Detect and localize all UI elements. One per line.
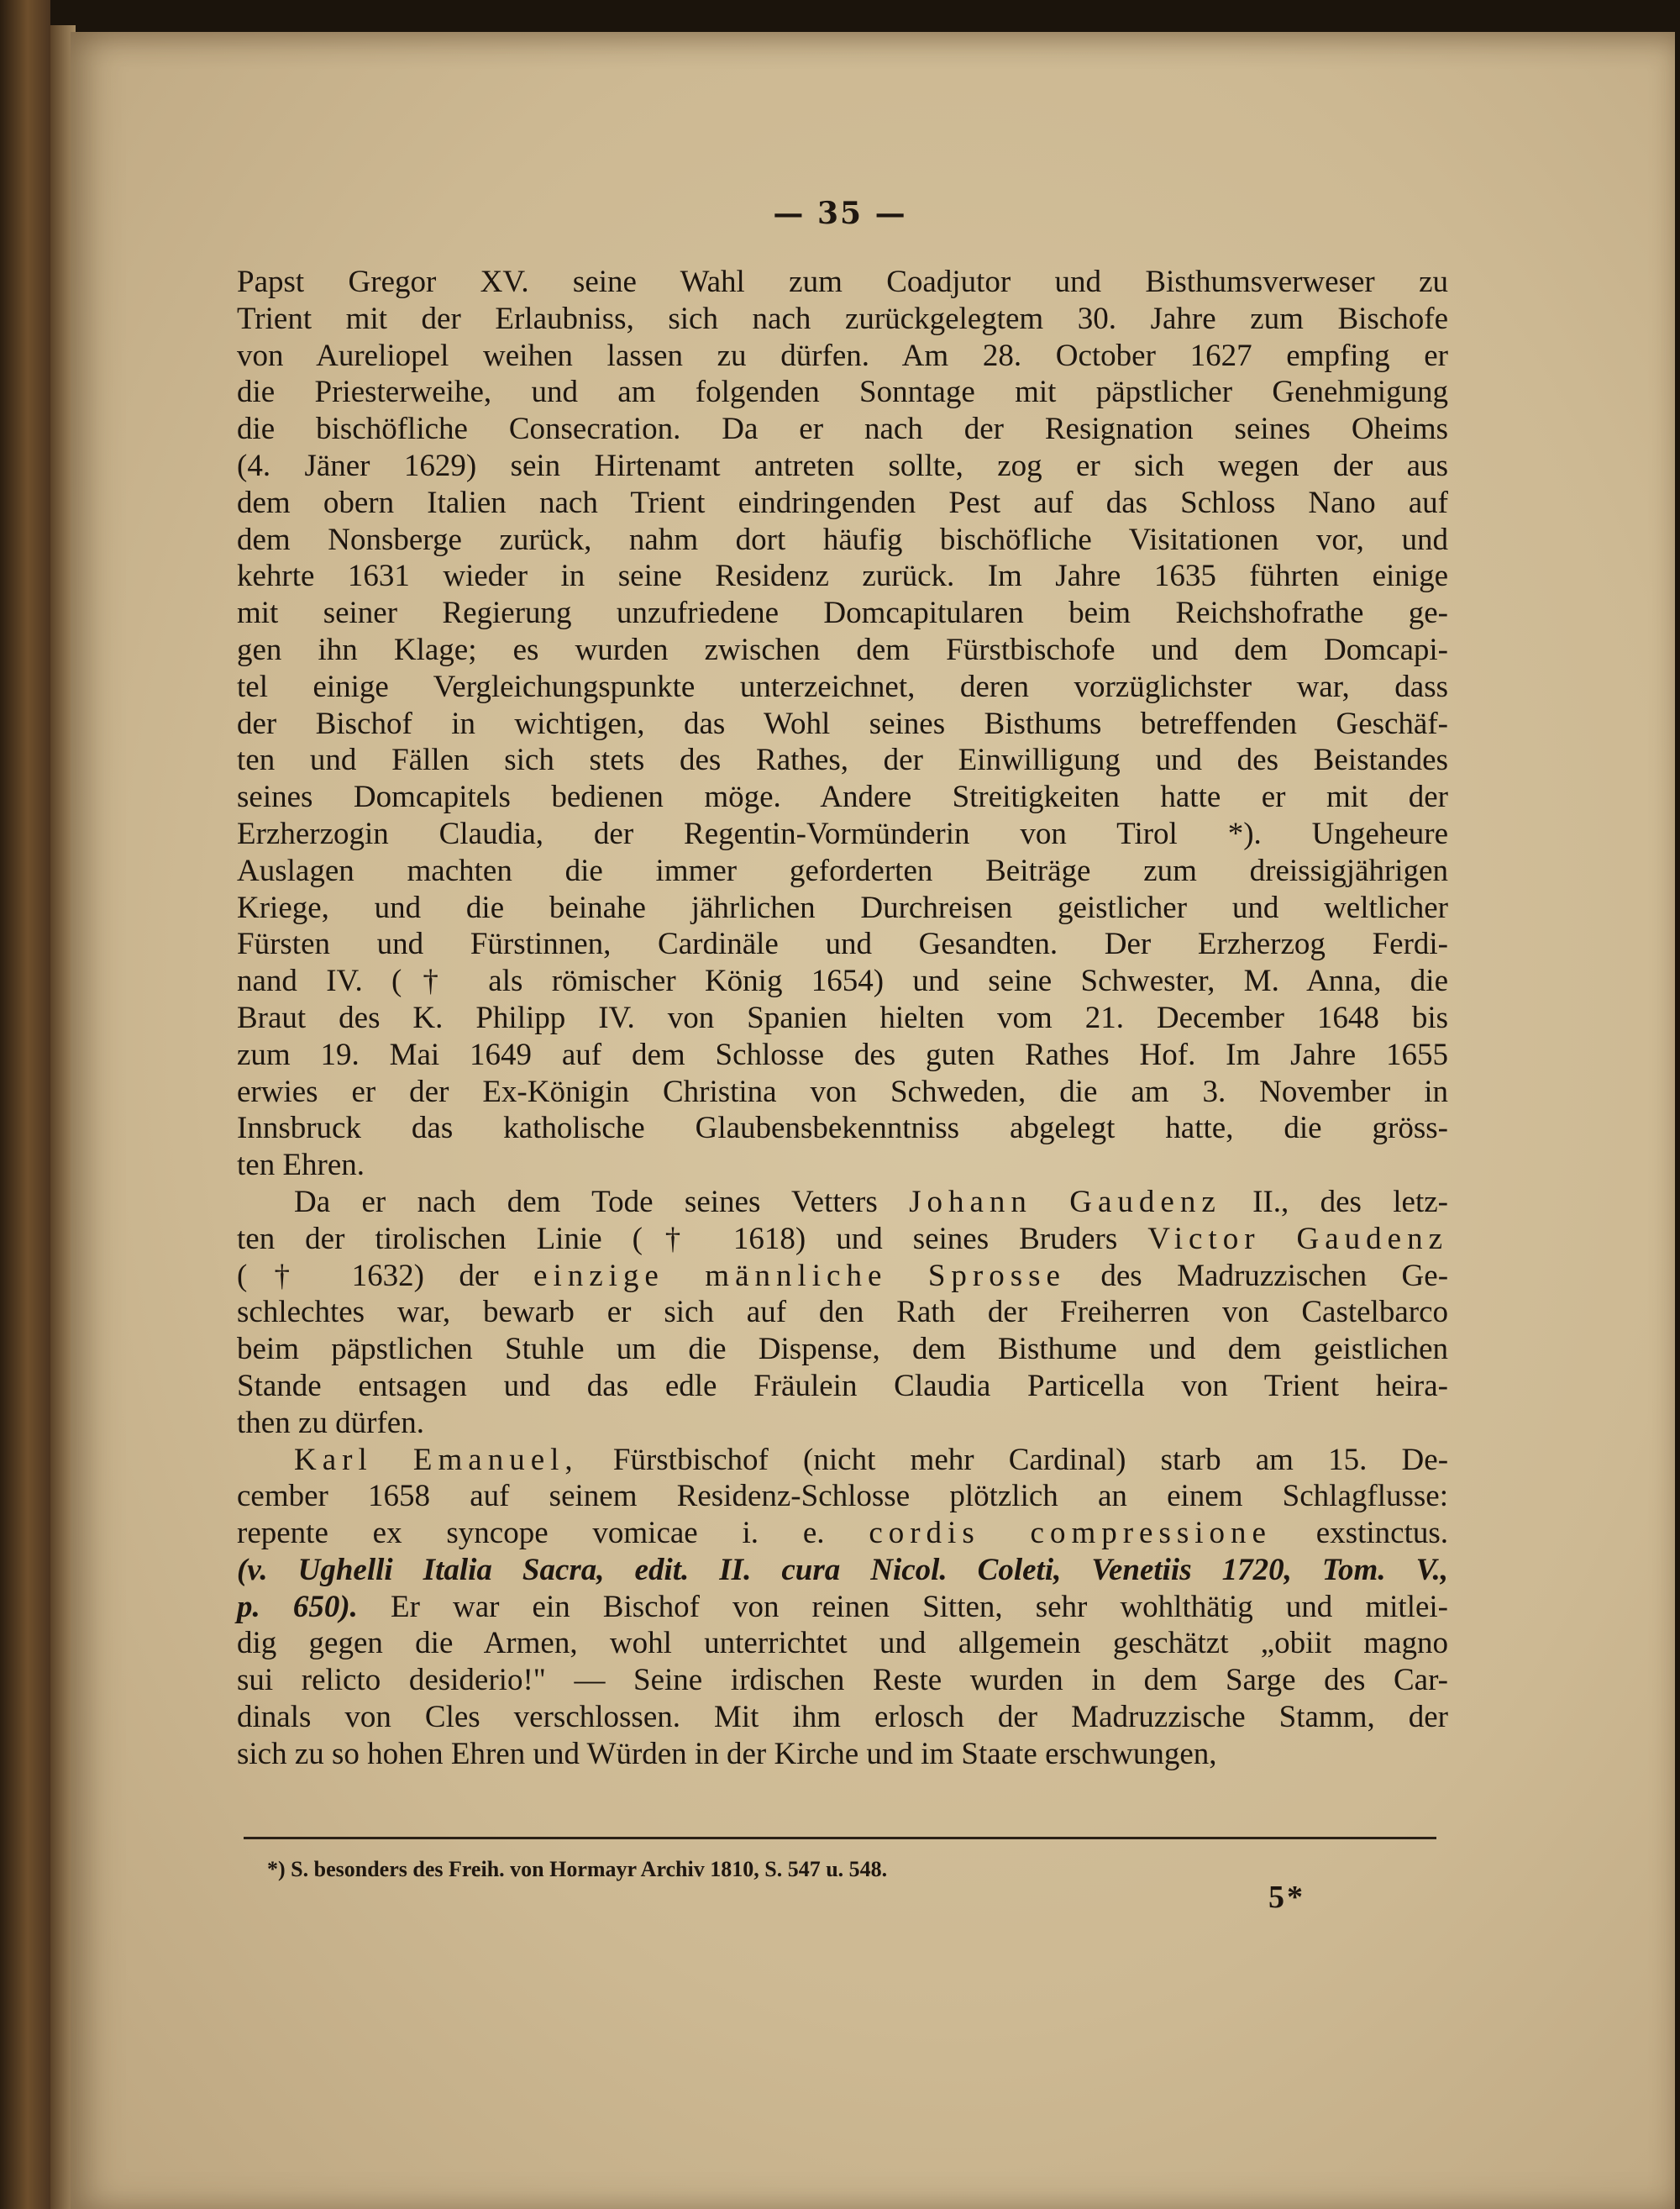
emphasis-einzige-sprosse: einzige männliche Sprosse bbox=[533, 1258, 1066, 1293]
text-run: des Madruzzischen Ge- bbox=[1100, 1258, 1449, 1293]
book-binding bbox=[0, 0, 50, 2209]
text-line: beim päpstlichen Stuhle um die Dispense, dem Bisthume und dem geistlichen bbox=[237, 1332, 1448, 1367]
text-line: seines Domcapitels bedienen möge. Andere Streitigkeiten hatte er mit der bbox=[237, 780, 1448, 815]
text-line: von Aureliopel weihen lassen zu dürfen. Am 28. October 1627 empfing er bbox=[237, 338, 1448, 373]
text-line: Papst Gregor XV. seine Wahl zum Coadjutor und Bisthumsverweser zu bbox=[237, 265, 1448, 299]
footnote: *) S. besonders des Freih. von Hormayr Archiv 1810, S. 547 u. 548. bbox=[267, 1857, 888, 1881]
emphasis-cordis-compressione: cordis compressione bbox=[869, 1516, 1272, 1551]
citation-page: p. 650). bbox=[237, 1589, 358, 1624]
text-line: dinals von Cles verschlossen. Mit ihm erlosch der Madruzzische Stamm, der bbox=[237, 1700, 1448, 1735]
person-name-johann-gaudenz: Johann Gaudenz bbox=[909, 1184, 1221, 1219]
text-line: Auslagen machten die immer geforderten Beiträge zum dreissigjährigen bbox=[237, 853, 1448, 888]
text-line: Kriege, und die beinahe jährlichen Durchreisen geistlicher und weltlicher bbox=[237, 890, 1448, 925]
person-name-victor-gaudenz: Victor Gaudenz bbox=[1147, 1221, 1449, 1256]
text-line: sich zu so hohen Ehren und Würden in der Kirche und im Staate erschwungen, bbox=[237, 1736, 1217, 1771]
text-line: mit seiner Regierung unzufriedene Domcapitularen beim Reichshofrathe ge- bbox=[237, 596, 1448, 631]
text-line: zum 19. Mai 1649 auf dem Schlosse des guten Rathes Hof. Im Jahre 1655 bbox=[237, 1037, 1448, 1072]
text-run: Da er nach dem Tode seines Vetters bbox=[294, 1184, 878, 1219]
person-name-karl-emanuel: Karl Emanuel, bbox=[294, 1442, 579, 1477]
text-line: sui relicto desiderio!" — Seine irdischen Reste wurden in dem Sarge des Car- bbox=[237, 1663, 1448, 1698]
citation-line: (v. Ughelli Italia Sacra, edit. II. cura Nicol. Coleti, Venetiis 1720, Tom. V., bbox=[237, 1552, 1448, 1587]
text-line bbox=[237, 1258, 1448, 1295]
text-line: die bischöfliche Consecration. Da er nach der Resignation seines Oheims bbox=[237, 412, 1448, 447]
text-line: cember 1658 auf seinem Residenz-Schlosse plötzlich an einem Schlagflusse: bbox=[237, 1479, 1448, 1514]
text-line bbox=[237, 1515, 1448, 1552]
text-line: Erzherzogin Claudia, der Regentin-Vormünderin von Tirol *). Ungeheure bbox=[237, 816, 1448, 851]
text-run: († 1632) der bbox=[237, 1258, 499, 1293]
text-run: II., des letz- bbox=[1252, 1184, 1448, 1219]
page-number: — 35 — bbox=[773, 196, 907, 231]
text-line: Fürsten und Fürstinnen, Cardinäle und Gesandten. Der Erzherzog Ferdi- bbox=[237, 927, 1448, 962]
text-line: schlechtes war, bewarb er sich auf den Rath der Freiherren von Castelbarco bbox=[237, 1295, 1448, 1330]
body-text bbox=[237, 264, 1448, 1773]
text-line bbox=[237, 1221, 1448, 1258]
text-line: der Bischof in wichtigen, das Wohl seines Bisthums betreffenden Geschäf- bbox=[237, 706, 1448, 741]
text-line: ten Ehren. bbox=[237, 1148, 365, 1183]
text-line: Trient mit der Erlaubniss, sich nach zurückgelegtem 30. Jahre zum Bischofe bbox=[237, 301, 1448, 336]
text-run: Er war ein Bischof von reinen Sitten, sehr wohlthätig und mitlei- bbox=[390, 1589, 1448, 1624]
text-line: die Priesterweihe, und am folgenden Sonntage mit päpstlicher Genehmigung bbox=[237, 375, 1448, 410]
text-line: tel einige Vergleichungspunkte unterzeichnet, deren vorzüglichster war, dass bbox=[237, 669, 1448, 704]
text-line: Braut des K. Philipp IV. von Spanien hielten vom 21. December 1648 bis bbox=[237, 1000, 1448, 1035]
text-run: repente ex syncope vomicae i. e. bbox=[237, 1516, 825, 1551]
text-line: ten und Fällen sich stets des Rathes, der Einwilligung und des Beistandes bbox=[237, 743, 1448, 778]
text-line: nand IV. († als römischer König 1654) und seine Schwester, M. Anna, die bbox=[237, 964, 1448, 999]
text-line: (4. Jäner 1629) sein Hirtenamt antreten sollte, zog er sich wegen der aus bbox=[237, 448, 1448, 483]
text-line: Stande entsagen und das edle Fräulein Claudia Particella von Trient heira- bbox=[237, 1368, 1448, 1403]
text-line: dem obern Italien nach Trient eindringenden Pest auf das Schloss Nano auf bbox=[237, 485, 1448, 520]
text-line: Innsbruck das katholische Glaubensbekenntniss abgelegt hatte, die gröss- bbox=[237, 1111, 1448, 1146]
text-line: kehrte 1631 wieder in seine Residenz zurück. Im Jahre 1635 führten einige bbox=[237, 559, 1448, 594]
footnote-divider bbox=[244, 1837, 1436, 1839]
text-line: gen ihn Klage; es wurden zwischen dem Fürstbischofe und dem Domcapi- bbox=[237, 632, 1448, 667]
text-line: dig gegen die Armen, wohl unterrichtet und allgemein geschätzt „obiit magno bbox=[237, 1626, 1448, 1661]
text-line bbox=[237, 1589, 1448, 1626]
signature-mark: 5* bbox=[1268, 1880, 1305, 1915]
text-run: Fürstbischof (nicht mehr Cardinal) starb am 15. De- bbox=[612, 1442, 1449, 1477]
text-run: exstinctus. bbox=[1315, 1516, 1449, 1551]
text-line bbox=[237, 1184, 1448, 1221]
text-line: erwies er der Ex-Königin Christina von Schweden, die am 3. November in bbox=[237, 1074, 1448, 1109]
text-run: ten der tirolischen Linie († 1618) und seines Bruders bbox=[237, 1221, 1118, 1256]
text-line: then zu dürfen. bbox=[237, 1405, 424, 1440]
text-line: dem Nonsberge zurück, nahm dort häufig bischöfliche Visitationen vor, und bbox=[237, 522, 1448, 557]
text-line bbox=[237, 1442, 1448, 1479]
